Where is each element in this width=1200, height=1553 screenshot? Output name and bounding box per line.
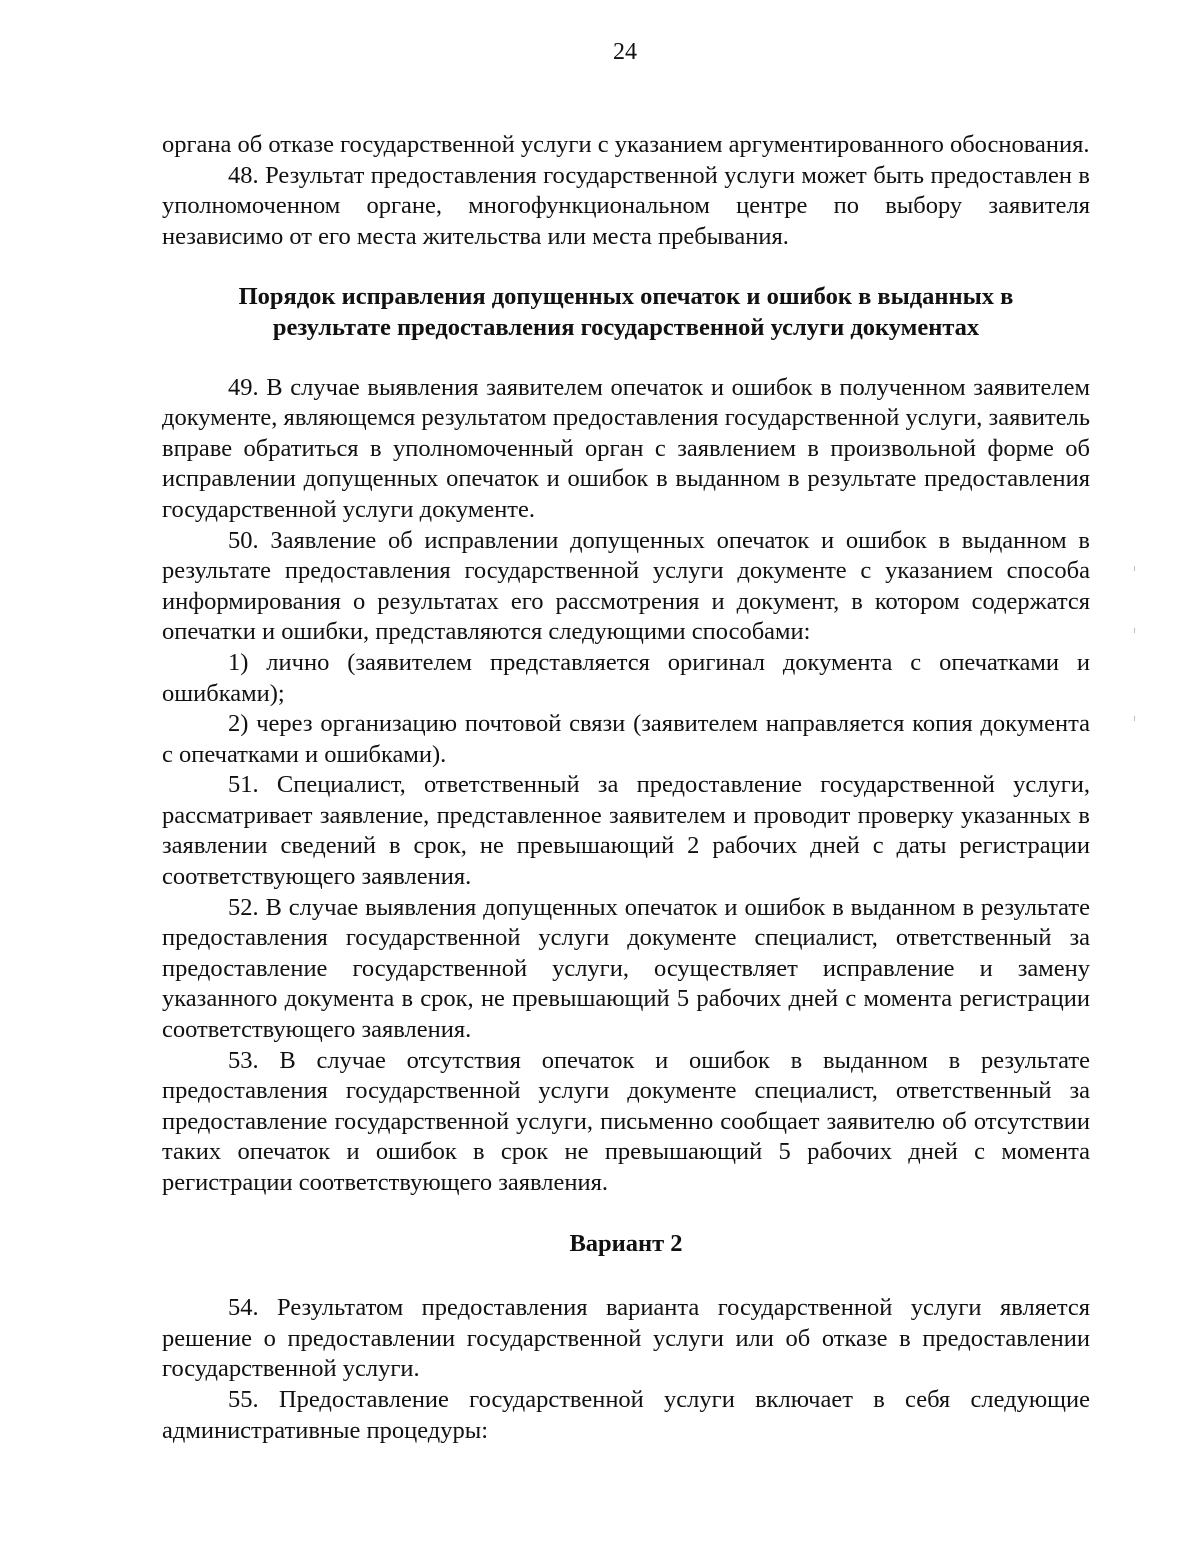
section-heading-line-1: Порядок исправления допущенных опечаток и ошибок в выданных в bbox=[238, 283, 1014, 311]
spacer bbox=[162, 1199, 1090, 1229]
document-body bbox=[162, 130, 1090, 1446]
paragraph-54: 54. Результатом предоставления варианта государственной услуги является решение о предоставлении государственной услуги или об отказе в предоставлении государственной услуги. bbox=[162, 1294, 1090, 1383]
paragraph-48: 48. Результат предоставления государственной услуги может быть предоставлен в уполномоченном органе, многофункциональном центре по выбору заявителя независимо от его места жительства или места пребывания. bbox=[162, 161, 1090, 250]
list-item-1: 1) лично (заявителем представляется оригинал документа с опечатками и ошибками); bbox=[162, 648, 1090, 707]
scan-margin-mark bbox=[1134, 628, 1135, 633]
paragraph-49: 49. В случае выявления заявителем опечаток и ошибок в полученном заявителем документе, являющемся результатом предоставления государственной услуги, заявитель вправе обратиться в уполномоченный орган с заявлением в произвольной форме об исправлении допущенных опечаток и ошибок в выданном в результате предоставления государственной услуги документе. bbox=[162, 373, 1090, 523]
paragraph-55: 55. Предоставление государственной услуги включает в себя следующие административные процедуры: bbox=[162, 1385, 1090, 1444]
paragraph-continuation: органа об отказе государственной услуги с указанием аргументированного обоснования. bbox=[162, 131, 1090, 158]
spacer bbox=[162, 1259, 1090, 1293]
scan-margin-mark bbox=[1134, 566, 1135, 571]
paragraph-53: 53. В случае отсутствия опечаток и ошибок в выданном в результате предоставления государственной услуги документе специалист, ответственный за предоставление государственной услуги, письменно сообщает заявителю об отсутствии таких опечаток и ошибок в срок не превышающий 5 рабочих дней с момента регистрации соответствующего заявления. bbox=[162, 1046, 1090, 1196]
spacer bbox=[162, 252, 1090, 282]
paragraph-51: 51. Специалист, ответственный за предоставление государственной услуги, рассматривает заявление, представленное заявителем и проводит проверку указанных в заявлении сведений в срок, не превышающий 2 рабочих дней с даты регистрации соответствующего заявления. bbox=[162, 771, 1090, 891]
variant-heading: Вариант 2 bbox=[569, 1229, 683, 1257]
paragraph-50: 50. Заявление об исправлении допущенных опечаток и ошибок в выданном в результате предоставления государственной услуги документе с указанием способа информирования о результатах его рассмотрения и документ, в котором содержатся опечатки и ошибки, представляются следующими способами: bbox=[162, 526, 1090, 646]
paragraph-52: 52. В случае выявления допущенных опечаток и ошибок в выданном в результате предоставления государственной услуги документе специалист, ответственный за предоставление государственной услуги, осуществляет исправление и замену указанного документа в срок, не превышающий 5 рабочих дней с момента регистрации соответствующего заявления. bbox=[162, 893, 1090, 1044]
page-number: 24 bbox=[613, 39, 637, 65]
section-heading-line-2: результате предоставления государственной услуги документах bbox=[272, 313, 980, 341]
list-item-2: 2) через организацию почтовой связи (заявителем направляется копия документа с опечатками и ошибками). bbox=[162, 710, 1090, 768]
spacer bbox=[162, 344, 1090, 373]
section-heading bbox=[162, 282, 1090, 343]
scan-margin-mark bbox=[1134, 716, 1135, 721]
